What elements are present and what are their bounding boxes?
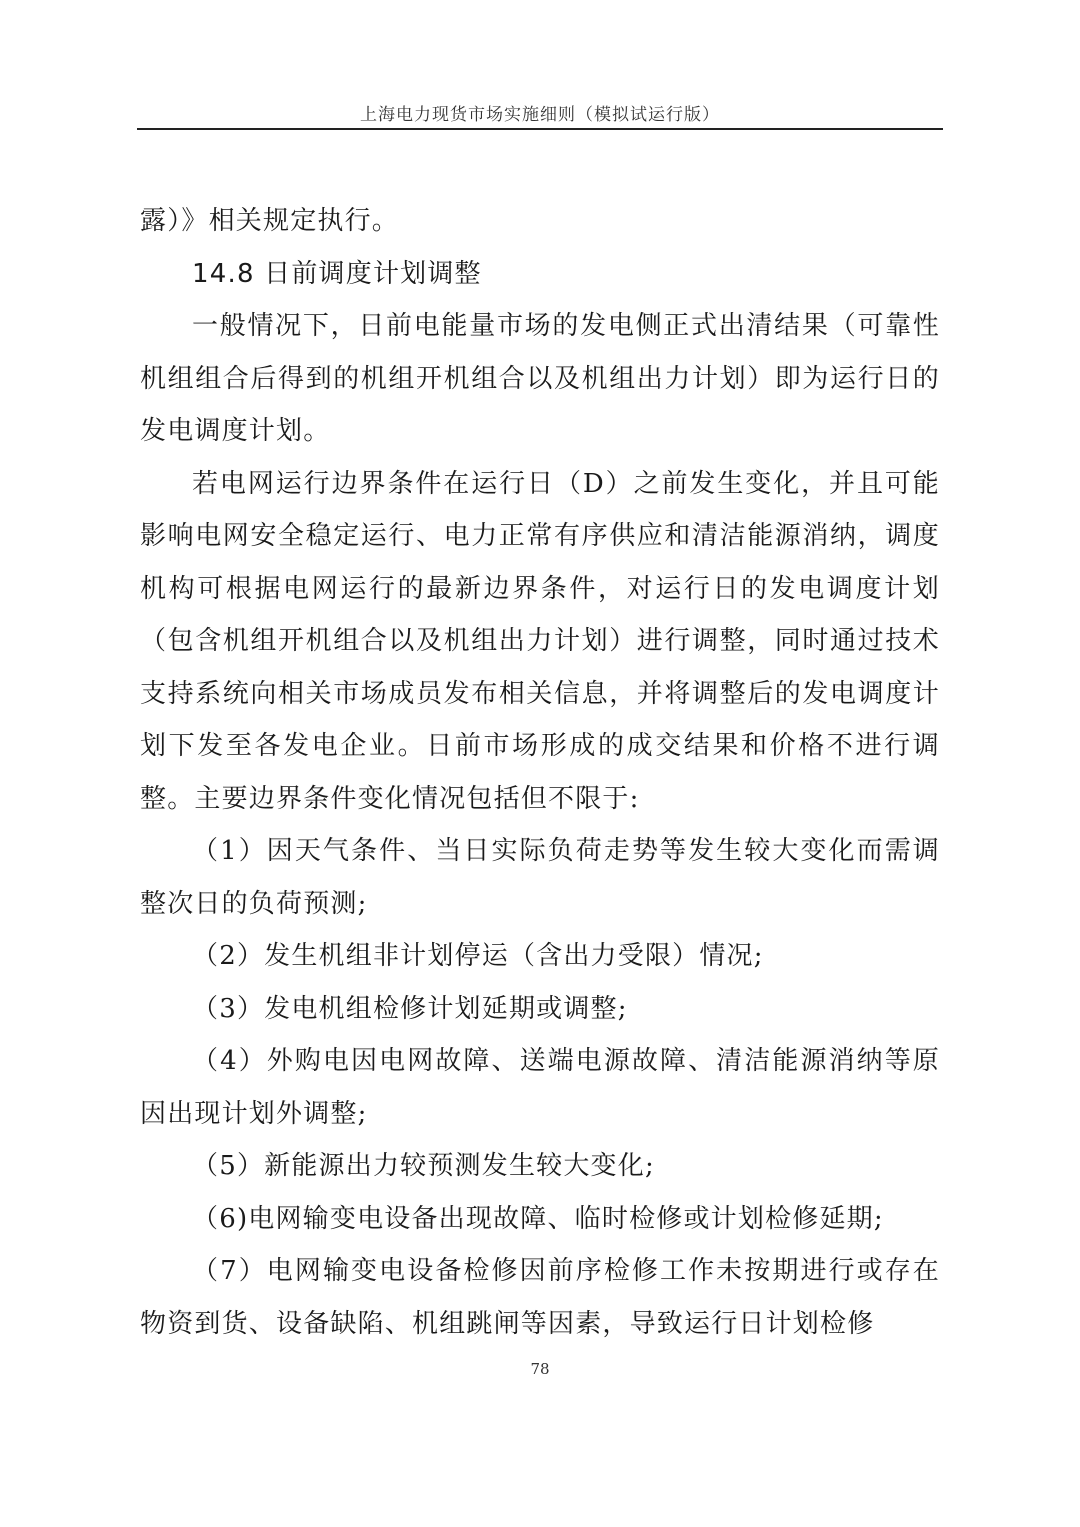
body-text xyxy=(140,195,940,1350)
list-item-7: （7）电网输变电设备检修因前序检修工作未按期进行或存在物资到货、设备缺陷、机组跳闸等因素，导致运行日计划检修 xyxy=(140,1256,940,1339)
continuation-paragraph: 露）》相关规定执行。 xyxy=(140,206,400,236)
list-item-5: （5）新能源出力较预测发生较大变化; xyxy=(192,1151,655,1181)
running-header: 上海电力现货市场实施细则（模拟试运行版） xyxy=(360,105,720,125)
list-item-4: （4）外购电因电网故障、送端电源故障、清洁能源消纳等原因出现计划外调整; xyxy=(140,1046,940,1129)
list-item-6: （6)电网输变电设备出现故障、临时检修或计划检修延期; xyxy=(192,1203,884,1234)
header-rule xyxy=(137,128,943,130)
paragraph-2: 若电网运行边界条件在运行日（D）之前发生变化，并且可能影响电网安全稳定运行、电力正常有序供应和清洁能源消纳，调度机构可根据电网运行的最新边界条件，对运行日的发电调度计划（包含机组开机组合以及机组出力计划）进行调整，同时通过技术支持系统向相关市场成员发布相关信息，并将调整后的发电调度计划下发至各发电企业。日前市场形成的成交结果和价格不进行调整。主要边界条件变化情况包括但不限于: xyxy=(140,468,940,814)
section-heading: 14.8 日前调度计划调整 xyxy=(192,258,482,289)
list-item-1: （1）因天气条件、当日实际负荷走势等发生较大变化而需调整次日的负荷预测; xyxy=(140,836,940,919)
paragraph-1: 一般情况下，日前电能量市场的发电侧正式出清结果（可靠性机组组合后得到的机组开机组合以及机组出力计划）即为运行日的发电调度计划。 xyxy=(140,311,940,446)
list-item-2: （2）发生机组非计划停运（含出力受限）情况; xyxy=(192,941,764,971)
list-item-3: （3）发电机组检修计划延期或调整; xyxy=(192,993,628,1024)
page-number: 78 xyxy=(530,1360,550,1378)
